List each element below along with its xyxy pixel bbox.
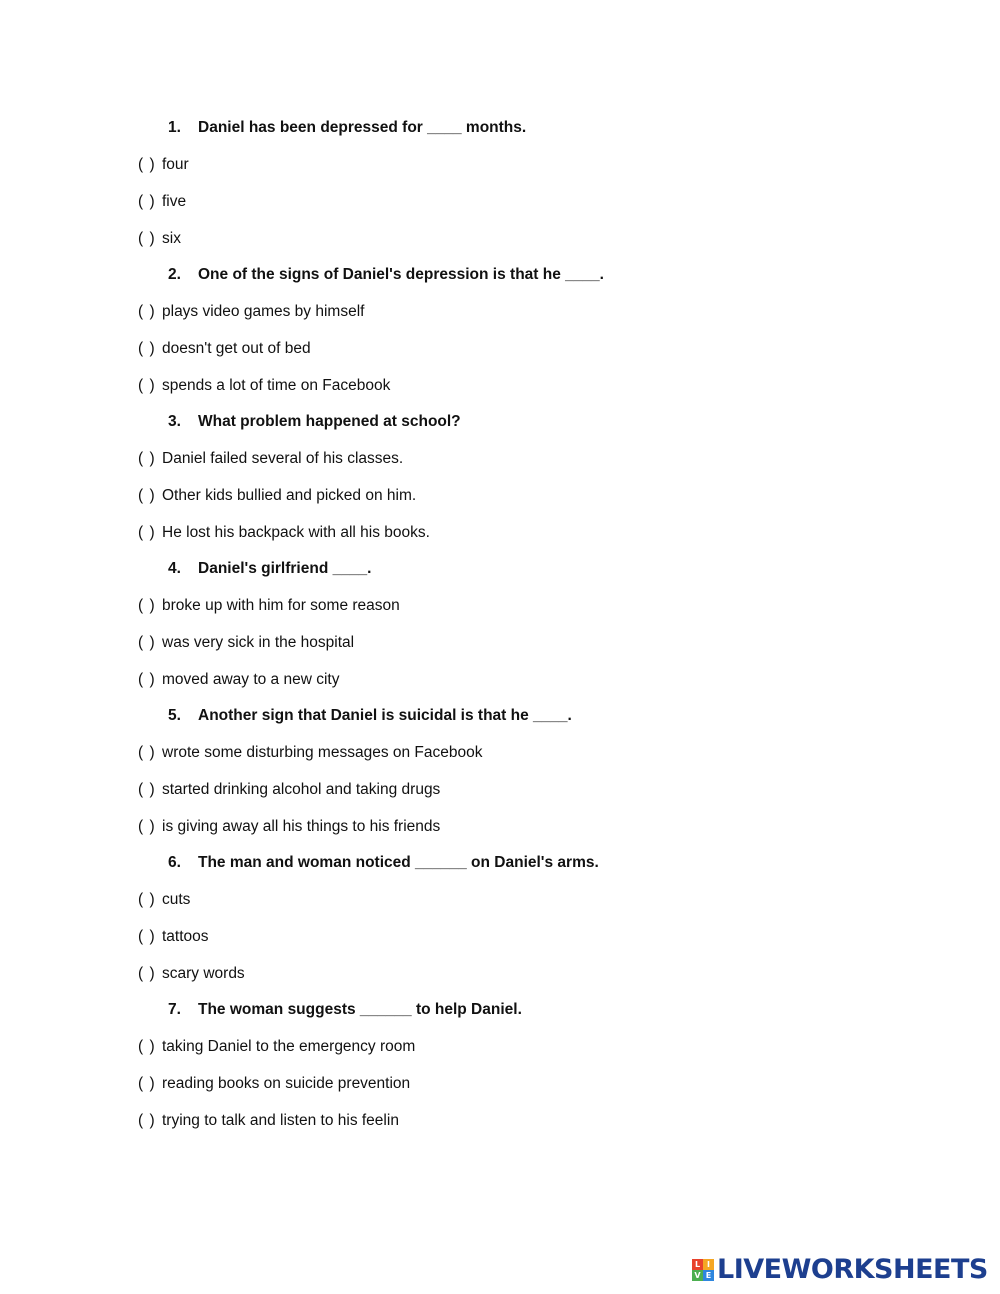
answer-checkbox[interactable]: ( ) [138, 927, 156, 945]
answer-option-label: Daniel failed several of his classes. [162, 450, 404, 468]
answer-option[interactable] [0, 1102, 1000, 1139]
answer-checkbox[interactable]: ( ) [138, 891, 156, 909]
question-number: 6. [168, 854, 181, 872]
answer-option-label: trying to talk and listen to his feelin [162, 1111, 399, 1129]
logo-letter: I [703, 1259, 714, 1270]
question-text: What problem happened at school? [198, 413, 461, 431]
answer-checkbox[interactable]: ( ) [138, 192, 156, 210]
answer-checkbox[interactable]: ( ) [138, 523, 156, 541]
answer-option-label: plays video games by himself [162, 303, 365, 321]
question-5 [0, 698, 1000, 735]
answer-checkbox[interactable]: ( ) [138, 303, 156, 321]
answer-option[interactable] [0, 772, 1000, 809]
question-1 [0, 110, 1000, 147]
answer-option[interactable] [0, 514, 1000, 551]
answer-option-label: cuts [162, 891, 191, 909]
question-number: 1. [168, 119, 181, 137]
liveworksheets-icon [692, 1259, 714, 1281]
answer-checkbox[interactable]: ( ) [138, 486, 156, 504]
answer-option-label: five [162, 192, 187, 210]
question-text: Daniel's girlfriend ____. [198, 560, 372, 578]
answer-option[interactable] [0, 1029, 1000, 1066]
question-4 [0, 551, 1000, 588]
answer-option[interactable] [0, 882, 1000, 919]
answer-option[interactable] [0, 367, 1000, 404]
question-7 [0, 992, 1000, 1029]
answer-option-label: He lost his backpack with all his books. [162, 523, 430, 541]
logo-letter: E [703, 1270, 714, 1281]
answer-option-label: wrote some disturbing messages on Facebook [162, 744, 483, 762]
answer-checkbox[interactable]: ( ) [138, 597, 156, 615]
answer-option-label: broke up with him for some reason [162, 597, 400, 615]
answer-checkbox[interactable]: ( ) [138, 780, 156, 798]
answer-option-label: was very sick in the hospital [162, 633, 355, 651]
question-number: 4. [168, 560, 181, 578]
answer-option[interactable] [0, 184, 1000, 221]
question-text: The man and woman noticed ______ on Daniel's arms. [198, 854, 599, 872]
answer-checkbox[interactable]: ( ) [138, 339, 156, 357]
question-number: 5. [168, 707, 181, 725]
answer-option[interactable] [0, 441, 1000, 478]
answer-checkbox[interactable]: ( ) [138, 376, 156, 394]
answer-option[interactable] [0, 220, 1000, 257]
answer-option-label: Other kids bullied and picked on him. [162, 486, 417, 504]
question-text: The woman suggests ______ to help Daniel. [198, 1001, 522, 1019]
answer-option[interactable] [0, 661, 1000, 698]
answer-option[interactable] [0, 625, 1000, 662]
answer-option-label: moved away to a new city [162, 670, 340, 688]
answer-option[interactable] [0, 919, 1000, 956]
question-text: Daniel has been depressed for ____ months. [198, 119, 527, 137]
brand-name: LIVEWORKSHEETS [717, 1254, 988, 1285]
question-3 [0, 404, 1000, 441]
answer-checkbox[interactable]: ( ) [138, 229, 156, 247]
liveworksheets-logo [692, 1255, 988, 1285]
worksheet [0, 110, 1000, 1139]
question-text: Another sign that Daniel is suicidal is that he ____. [198, 707, 572, 725]
answer-option-label: six [162, 229, 181, 247]
logo-letter: V [692, 1270, 703, 1281]
answer-option[interactable] [0, 331, 1000, 368]
answer-option[interactable] [0, 808, 1000, 845]
answer-checkbox[interactable]: ( ) [138, 450, 156, 468]
answer-option-label: four [162, 156, 189, 174]
answer-checkbox[interactable]: ( ) [138, 633, 156, 651]
answer-option[interactable] [0, 147, 1000, 184]
question-2 [0, 257, 1000, 294]
answer-option-label: spends a lot of time on Facebook [162, 376, 391, 394]
answer-option[interactable] [0, 588, 1000, 625]
question-text: One of the signs of Daniel's depression is that he ____. [198, 266, 604, 284]
answer-option-label: tattoos [162, 927, 209, 945]
question-number: 7. [168, 1001, 181, 1019]
answer-checkbox[interactable]: ( ) [138, 817, 156, 835]
answer-option-label: started drinking alcohol and taking drugs [162, 780, 441, 798]
question-number: 2. [168, 266, 181, 284]
answer-option-label: taking Daniel to the emergency room [162, 1038, 416, 1056]
question-6 [0, 845, 1000, 882]
answer-option-label: doesn't get out of bed [162, 339, 311, 357]
answer-option[interactable] [0, 735, 1000, 772]
answer-checkbox[interactable]: ( ) [138, 1038, 156, 1056]
answer-option[interactable] [0, 1066, 1000, 1103]
answer-checkbox[interactable]: ( ) [138, 670, 156, 688]
logo-letter: L [692, 1259, 703, 1270]
answer-option[interactable] [0, 955, 1000, 992]
answer-option-label: scary words [162, 964, 245, 982]
answer-option[interactable] [0, 294, 1000, 331]
answer-checkbox[interactable]: ( ) [138, 156, 156, 174]
answer-checkbox[interactable]: ( ) [138, 744, 156, 762]
answer-checkbox[interactable]: ( ) [138, 1111, 156, 1129]
answer-option-label: reading books on suicide prevention [162, 1074, 411, 1092]
answer-option[interactable] [0, 478, 1000, 515]
answer-checkbox[interactable]: ( ) [138, 964, 156, 982]
answer-checkbox[interactable]: ( ) [138, 1074, 156, 1092]
question-number: 3. [168, 413, 181, 431]
answer-option-label: is giving away all his things to his friends [162, 817, 441, 835]
